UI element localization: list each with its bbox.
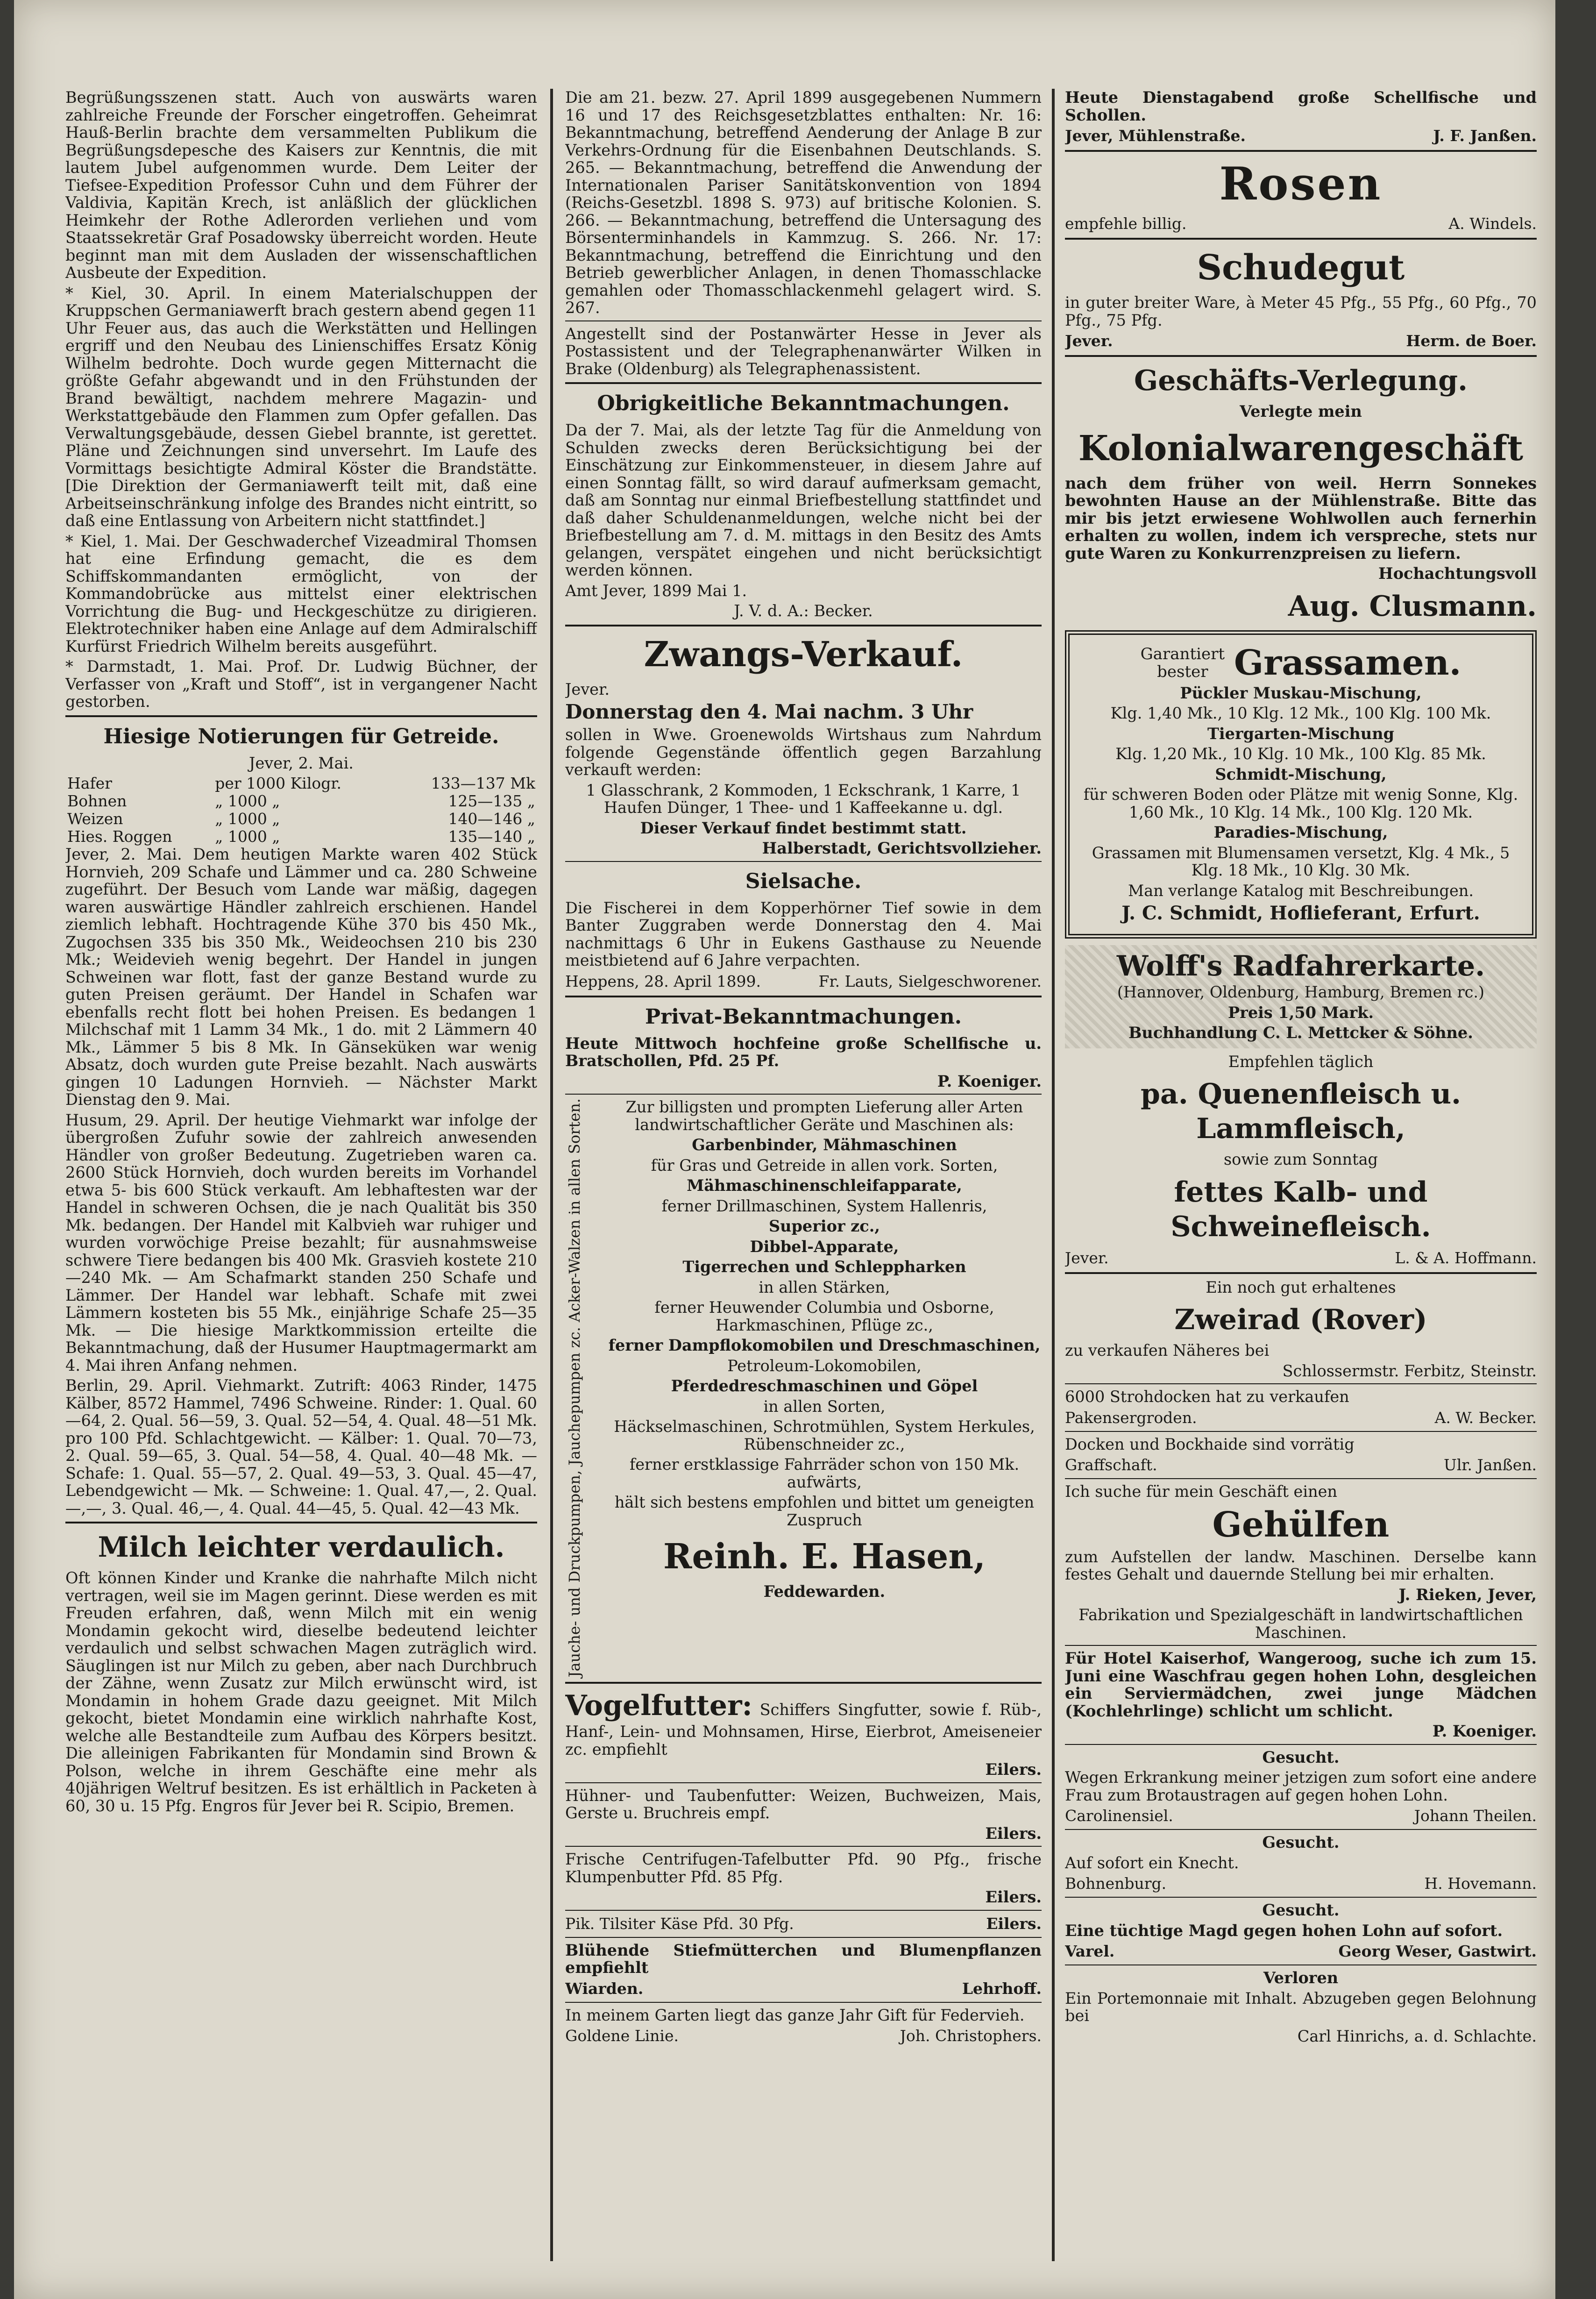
map-shop: Buchhandlung C. L. Mettcker & Söhne. [1128,1024,1473,1042]
column-divider [1052,89,1055,2261]
grass-pre [1141,645,1225,681]
divider [565,625,1042,626]
machinery-signature: Reinh. E. Hasen, [663,1537,986,1577]
signature-place: Wiarden. [565,1979,644,1998]
meat-title2: fettes Kalb- und Schweinefleisch. [1170,1175,1431,1243]
help-signature-sub: Fabrikation und Spezialgeschäft in landwirtschaftlichen Maschinen. [1078,1606,1523,1642]
table-cell: Bohnen [67,792,127,810]
signature-name: Georg Weser, Gastwirt. [1338,1942,1537,1960]
bike-pre: Ein noch gut erhaltenes [1206,1278,1396,1296]
mach-line: in allen Stärken, [759,1278,890,1296]
docks-text: Docken und Bockhaide sind vorrätig [1065,1435,1355,1453]
news-paragraph: Die am 21. bezw. 27. April 1899 ausgegebenen Nummern 16 und 17 des Reichsgesetzblattes enthalten: Nr. 16: Bekanntmachung, betreffend Aenderung der Anlage B zur Verkehrs-Ordnung für die Eisenbahnen Deutschlands. S. 265. — Bekanntmachung, betreffend die Anwendung der Internationalen Pariser Sanitätskonvention von 1894 (Reichs-Gesetzbl. 1898 S. 973) auf britische Kolonien. S. 266. — Bekanntmachung, betreffend die Untersagung des Börsenterminhandels in Kammzug. S. 266. Nr. 17: Bekanntmachung, betreffend die Einrichtung und den Betrieb gewerblicher Anlagen, in denen Thomasschlacke gemahlen oder Thomasschlackenmehl gelagert wird. S. 267. [565,89,1042,317]
news-paragraph: Jever, 2. Mai. Dem heutigen Markte waren 402 Stück Hornvieh, 209 Schafe und Lämmer und ca. 280 Schweine zugeführt. Der Besuch vom Lande war mäßig, dagegen waren auswärtige Händler zahlreich erschienen. Handel ziemlich lebhaft. Hochtragende Kühe 370 bis 450 Mk., Zugochsen 335 bis 350 Mk., Weideochsen 210 bis 230 Mk.; Weidevieh wenig begehrt. Der Handel in jungen Schweinen war flott, fast der ganze Bestand wurde zu guten Preisen geräumt. Der Handel in Schafen war ebenfalls recht flott bei hohen Preisen. Es bedangen 1 Milchschaf mit 1 Lamm 34 Mk., 1 do. mit 2 Lämmern 40 Mk., Lämmer 5 bis 8 Mk. In Gänseküken war wenig Absatz, doch wurden gute Preise bezahlt. Nach auswärts gingen 10 Ladungen Hornvieh. — Nächster Markt Dienstag den 9. Mai. [65,845,537,1109]
schude-text: in guter breiter Ware, à Meter 45 Pfg., 55 Pfg., 60 Pfg., 70 Pfg., 75 Pfg. [1065,293,1537,329]
signature-place: Bohnenburg. [1065,1874,1167,1893]
mach-line: hält sich bestens empfohlen und bittet um geneigten Zuspruch [614,1493,1035,1529]
mach-line: Superior zc., [768,1217,880,1235]
help-title: Gehülfen [1212,1504,1390,1545]
table-cell: Hafer [67,774,112,792]
mach-line: Häckselmaschinen, Schrotmühlen, System Herkules, Rübenschneider zc., [614,1417,1035,1453]
move-regards: Hochachtungsvoll [1378,564,1537,583]
divider [1065,238,1537,240]
cycling-map-ad [1065,945,1537,1048]
table-cell: 140—146 „ [448,810,535,828]
signature-name: Herm. de Boer. [1406,332,1537,350]
signature-row [1065,1249,1537,1267]
signature-name: J. F. Janßen. [1433,127,1537,145]
signature-row [1065,127,1537,145]
machinery-place: Feddewarden. [763,1582,886,1601]
signature-name: H. Hovemann. [1424,1874,1537,1893]
mach-line: Petroleum-Lokomobilen, [727,1356,922,1375]
signature-row [1065,214,1537,233]
siel-text: Die Fischerei in dem Kopperhörner Tief sowie in dem Banter Zuggraben werde Donnerstag den 4. Mai nachmittags 6 Uhr in Eukens Gasthause zu Neuende meistbietend auf 6 Jahre verpachten. [565,898,1042,969]
notice-signature: Amt Jever, 1899 Mai 1. [565,581,747,600]
divider [65,1522,537,1523]
machinery-body [607,1098,1042,1677]
cheese-signature: Eilers. [986,1914,1042,1933]
mach-line: ferner Drillmaschinen, System Hallenris, [661,1196,987,1215]
mach-line: in allen Sorten, [763,1397,886,1416]
mach-line: Dibbel-Apparate, [750,1237,899,1256]
notice-signature: J. V. d. A.: Becker. [734,602,873,620]
hen-text: Hühner- und Taubenfutter: Weizen, Buchweizen, Mais, Gerste u. Bruchreis empf. [565,1786,1042,1822]
grain-price-table [65,775,537,846]
poison-text: In meinem Garten liegt das ganze Jahr Gift für Federvieh. [565,2006,1025,2024]
sought-text: Wegen Erkrankung meiner jetzigen zum sofort eine andere Frau zum Brotaustragen auf gegen hohen Lohn. [1065,1768,1537,1804]
signature-row [565,972,1042,991]
divider [565,1094,1042,1095]
news-paragraph: Angestellt sind der Postanwärter Hesse in Jever als Postassistent und der Telegraphenanwärter Wilken in Brake (Oldenburg) als Telegraphenassistent. [565,324,1042,378]
fish-signature: P. Koeniger. [937,1072,1042,1090]
machinery-side-text: Jauche- und Druckpumpen, Jauchepumpen zc. Acker-Walzen in allen Sorten. [566,1098,583,1678]
fish2-text: Heute Dienstagabend große Schellfische und Schollen. [1065,89,1537,124]
signature-row [1065,332,1537,350]
auction-items: 1 Glasschrank, 2 Kommoden, 1 Eckschrank, 1 Karre, 1 Haufen Dünger, 1 Thee- und 1 Kaffeekanne u. dgl. [586,781,1021,817]
roses-signature: A. Windels. [1448,214,1537,233]
signature-place: Goldene Linie. [565,2027,679,2045]
grass-seed-ad [1065,630,1537,939]
grass-note: Man verlange Katalog mit Beschreibungen. [1128,881,1474,900]
map-title: Wolff's Radfahrerkarte. [1116,950,1485,982]
grass-mix-price: Grassamen mit Blumensamen versetzt, Klg. 4 Mk., 5 Klg. 18 Mk., 10 Klg. 30 Mk. [1092,843,1510,879]
table-row [65,792,537,810]
help-text: zum Aufstellen der landw. Maschinen. Derselbe kann festes Gehalt und dauernde Stellung bei mir erhalten. [1065,1547,1537,1583]
column-1 [65,89,537,1817]
help-signature: J. Rieken, Jever, [1398,1585,1537,1604]
grass-pre-line: Garantiert [1140,644,1225,663]
divider [1065,1829,1537,1830]
grass-mix-price: Klg. 1,20 Mk., 10 Klg. 10 Mk., 100 Klg. 85 Mk. [1115,745,1486,763]
signature-place: Pakensergroden. [1065,1408,1197,1427]
divider [565,1682,1042,1684]
signature-row [1065,1807,1537,1825]
mach-line: ferner Heuwender Columbia und Osborne, Harkmaschinen, Pflüge zc., [654,1298,994,1334]
grain-date: Jever, 2. Mai. [249,754,354,772]
move-title: Kolonialwarengeschäft [1078,428,1524,469]
grass-mix-name: Schmidt-Mischung, [1215,765,1387,783]
newspaper-page [14,0,1555,2299]
signature-row [1065,1409,1537,1427]
divider [565,382,1042,384]
signature-row [565,1915,1042,1933]
divider [1065,355,1537,357]
roses-text: empfehle billig. [1065,214,1187,233]
divider [1065,1744,1537,1745]
divider [65,715,537,717]
grass-mix-price: für schweren Boden oder Plätze mit wenig Sonne, Klg. 1,60 Mk., 10 Klg. 14 Mk., 100 Klg. 120 Mk. [1083,785,1518,821]
lost-text: Ein Portemonnaie mit Inhalt. Abzugeben gegen Belohnung bei [1065,1989,1537,2025]
table-cell: 135—140 „ [448,827,535,846]
signature-row [1065,1874,1537,1893]
signature-place: Carolinensiel. [1065,1807,1173,1825]
grass-mix-name: Paradies-Mischung, [1213,823,1388,841]
signature-place: Jever, Mühlenstraße. [1065,127,1246,145]
mach-line: ferner Dampflokomobilen und Dreschmaschinen, [608,1336,1041,1354]
schude-title: Schudegut [1197,248,1405,288]
column-divider [550,89,553,2261]
signature-place: Jever. [1065,1248,1109,1267]
signature-name: Lehrhoff. [962,1979,1042,1998]
divider [1065,1897,1537,1898]
hotel-text: Für Hotel Kaiserhof, Wangeroog, suche ich zum 15. Juni eine Waschfrau gegen hohen Lohn, desgleichen ein Serviermädchen, zwei junge Mädchen (Kochlehrlinge) schlicht um schlicht. [1065,1649,1537,1720]
butter-text: Frische Centrifugen-Tafelbutter Pfd. 90 Pfg., frische Klumpenbutter Pfd. 85 Pfg. [565,1850,1042,1886]
signature-name: L. & A. Hoffmann. [1395,1248,1537,1267]
sought-heading: Gesucht. [1262,1901,1340,1919]
bike-title: Zweirad (Rover) [1174,1303,1427,1336]
auction-note: Dieser Verkauf findet bestimmt statt. [640,819,967,837]
table-cell: „ 1000 „ [215,810,280,828]
grass-pre-line: bester [1157,662,1208,681]
table-cell: Weizen [67,810,123,828]
meat-mid: sowie zum Sonntag [1223,1150,1378,1168]
sought-heading: Gesucht. [1262,1833,1340,1851]
divider [565,320,1042,321]
signature-row [565,1979,1042,1998]
signature-name: Ulr. Janßen. [1444,1456,1537,1474]
mach-line: für Gras und Getreide in allen vork. Sorten, [651,1156,998,1174]
lost-signature: Carl Hinrichs, a. d. Schlachte. [1297,2027,1537,2045]
sought-text: Eine tüchtige Magd gegen hohen Lohn auf sofort. [1065,1921,1503,1940]
signature-place: Heppens, 28. April 1899. [565,972,761,990]
divider [565,861,1042,862]
grass-mix-price: Klg. 1,40 Mk., 10 Klg. 12 Mk., 100 Klg. 100 Mk. [1110,704,1491,722]
notice-text: Da der 7. Mai, als der letzte Tag für die Anmeldung von Schulden zwecks deren Berücksichtigung bei der Einschätzung zur Einkommensteuer, in diesem Jahre auf einen Sonntag fällt, so wird darauf aufmerksam gemacht, daß am Sonntag nur einmal Briefbestellung stattfindet und daß daher Schuldenanmeldungen, welche nicht bei der Briefbestellung am 7. d. M. mittags in den Besitz des Amts gelangen, verspätet eingehen und nicht berücksichtigt werden können. [565,421,1042,579]
news-paragraph: * Kiel, 1. Mai. Der Geschwaderchef Vizeadmiral Thomsen hat eine Erfindung gemacht, die es dem Schiffskommandanten ermöglicht, von der Kommandobrücke aus mittelst einer elektrischen Vorrichtung die Bug- und Heckgeschütze zu dirigieren. Elektrotechniker haben eine Anlage auf dem Admiralschiff Kurfürst Friedrich Wilhelm bereits ausgeführt. [65,532,537,655]
bike-text: zu verkaufen Näheres bei [1065,1341,1270,1359]
column-2 [565,89,1042,2048]
divider [1065,1272,1537,1274]
table-row [65,828,537,846]
move-signature: Aug. Clusmann. [1288,590,1537,623]
table-row [65,775,537,792]
signature-name: Johann Theilen. [1414,1807,1537,1825]
sought-heading: Gesucht. [1262,1748,1340,1766]
roses-title: Rosen [1219,157,1383,210]
hen-signature: Eilers. [985,1824,1042,1843]
cheese-text: Pik. Tilsiter Käse Pfd. 30 Pfg. [565,1914,794,1933]
bike-signature: Schlossermstr. Ferbitz, Steinstr. [1282,1361,1537,1380]
grass-mix-name: Pückler Muskau-Mischung, [1180,683,1422,702]
divider [1065,1964,1537,1965]
divider [565,996,1042,997]
signature-row [1065,1942,1537,1961]
mach-line: Garbenbinder, Mähmaschinen [692,1136,957,1154]
divider [565,1910,1042,1911]
milk-heading: Milch leichter verdaulich. [98,1531,505,1564]
auction-heading: Zwangs-Verkauf. [644,634,963,675]
signature-place: Graffschaft. [1065,1456,1157,1474]
divider [1065,1478,1537,1479]
siel-heading: Sielsache. [745,869,862,893]
hotel-signature: P. Koeniger. [1432,1722,1537,1740]
help-pre: Ich suche für mein Geschäft einen [1065,1482,1338,1501]
grass-mix-name: Tiergarten-Mischung [1207,724,1394,743]
grain-heading: Hiesige Notierungen für Getreide. [103,724,499,748]
lost-heading: Verloren [1263,1969,1339,1987]
mach-line: ferner erstklassige Fahrräder schon von 150 Mk. aufwärts, [629,1455,1020,1491]
butter-signature: Eilers. [985,1888,1042,1907]
straw-text: 6000 Strohdocken hat zu verkaufen [1065,1388,1349,1406]
move-sub: Verlegte mein [1240,402,1362,420]
divider [1065,150,1537,152]
mach-line: Mähmaschinenschleifapparate, [687,1176,962,1195]
table-cell: 125—135 „ [448,792,535,810]
grass-signature: J. C. Schmidt, Hoflieferant, Erfurt. [1121,902,1480,924]
divider [1065,1383,1537,1384]
mach-line: Tigerrechen und Schleppharken [682,1258,966,1276]
official-heading: Obrigkeitliche Bekanntmachungen. [597,391,1010,415]
auction-place: Jever. [565,680,610,698]
fish-ad: Heute Mittwoch hochfeine große Schellfische u. Bratschollen, Pfd. 25 Pf. [565,1034,1042,1070]
divider [565,2002,1042,2003]
table-cell: 133—137 Mk [431,774,535,792]
table-cell: per 1000 Kilogr. [215,774,342,792]
news-paragraph: Berlin, 29. April. Viehmarkt. Zutrift: 4063 Rinder, 1475 Kälber, 8572 Hammel, 7496 Schweine. Rinder: 1. Qual. 60—64, 2. Qual. 56—59, 3. Qual. 52—54, 4. Qual. 48—51 Mk. pro 100 Pfd. Schlachtgewicht. — Kälber: 1. Qual. 70—73, 2. Qual. 59—65, 3. Qual. 54—58, 4. Qual. 40—48 Mk. — Schafe: 1. Qual. 55—57, 2. Qual. 49—53, 3. Qual. 45—47, Lebendgewicht — Mk. — Schweine: 1. Qual. 47,—, 2. Qual. —,—, 3. Qual. 46,—, 4. Qual. 44—45, 5. Qual. 42—43 Mk. [65,1376,537,1517]
signature-name: Joh. Christophers. [900,2027,1042,2045]
news-paragraph: * Darmstadt, 1. Mai. Prof. Dr. Ludwig Büchner, der Verfasser von „Kraft und Stoff“, ist in vergangener Nacht gestorben. [65,657,537,711]
divider [565,1937,1042,1938]
flower-text: Blühende Stiefmütterchen und Blumenpflanzen empfiehlt [565,1941,1042,1977]
news-paragraph: * Kiel, 30. April. In einem Materialschuppen der Kruppschen Germaniawerft brach gestern abend gegen 11 Uhr Feuer aus, das auch die Werkstätten und Hellingen ergriff und den Neubau des Linienschiffes Ersatz König Wilhelm bedrohte. Doch wurde gegen Mitternacht die größte Gefahr abgewandt und in den Frühstunden der Brand bewältigt, nachdem mehrere Magazin- und Werkstattgebäude den Flammen zum Opfer gefallen. Das Verwaltungsgebäude, dessen Giebel brannte, ist gerettet. Pläne und Zeichnungen sind unversehrt. Im Laufe des Vormittags besichtigte Admiral Köster die Brandstätte. [Die Direktion der Germaniawerft teilt mit, daß eine Arbeitseinschränkung infolge des Brandes nicht eintritt, so daß eine Entlassung von Arbeitern nicht stattfindet.] [65,284,537,530]
divider [1065,1645,1537,1646]
signature-name: Fr. Lauts, Sielgeschworener. [818,972,1042,990]
bird-signature: Eilers. [985,1760,1042,1779]
grass-header [1079,641,1523,684]
auction-text: sollen in Wwe. Groenewolds Wirtshaus zum Nahrdum folgende Gegenstände öffentlich gegen Barzahlung verkauft werden: [565,726,1042,779]
mach-line: Zur billigsten und prompten Lieferung aller Arten landwirtschaftlicher Geräte und Maschinen als: [625,1098,1023,1134]
bird-title: Vogelfutter: [565,1689,752,1722]
meat-title: pa. Quenenfleisch u. Lammfleisch, [1140,1078,1461,1145]
table-cell: „ 1000 „ [215,827,280,846]
news-paragraph: Begrüßungsszenen statt. Auch von auswärts waren zahlreiche Freunde der Forscher eingetroffen. Geheimrat Hauß-Berlin brachte dem versammelten Publikum die Begrüßungsdepesche des Kaisers zur Kenntnis, die mit lautem Jubel aufgenommen wurde. Dem Leiter der Tiefsee-Expedition Professor Cuhn und dem Führer der Valdivia, Kapitän Krech, ist anläßlich der glücklichen Heimkehr der Rothe Adlerorden verliehen und vom Staatssekretär Graf Posadowsky überreicht worden. Heute beginnt man mit dem Ausladen der wissenschaftlichen Ausbeute der Expedition. [65,89,537,282]
divider [565,1846,1042,1847]
grass-title: Grassamen. [1234,642,1461,683]
bird-text: Schiffers Singfutter, sowie f. Rüb-, Hanf-, Lein- und Mohnsamen, Hirse, Eierbrot, Ameiseneier zc. empfiehlt [565,1701,1042,1758]
news-paragraph: Oft können Kinder und Kranke die nahrhafte Milch nicht vertragen, weil sie im Magen gerinnt. Diese werden es mit Freuden erfahren, daß, wenn Milch mit ein wenig Mondamin gekocht wird, dieselbe bedeutend leichter verdaulich und selbst schwachen Magen zuträglich wird. Säuglingen ist nur Milch zu geben, aber nach Durchbruch der Zähne, wenn Zusatz zur Milch erwünscht wird, ist Mondamin in hohem Grade dazu geeignet. Mit Milch gekocht, bietet Mondamin eine wirklich nahrhafte Kost, welche alle Bestandteile zum Aufbau des Körpers besitzt. Die alleinigen Fabrikanten für Mondamin sind Brown & Polson, welche in ihrem Geschäfte eine mehr als 40jährigen Weltruf besitzen. Es ist erhältlich in Packeten à 60, 30 u. 15 Pfg. Engros für Jever bei R. Scipio, Bremen. [65,1569,537,1815]
map-price: Preis 1,50 Mark. [1228,1003,1374,1022]
mach-line: Pferdedreschmaschinen und Göpel [671,1377,978,1395]
divider [1065,1431,1537,1432]
map-sub: (Hannover, Oldenburg, Hamburg, Bremen rc.) [1117,983,1485,1001]
meat-pre: Empfehlen täglich [1228,1052,1374,1071]
divider [565,1782,1042,1783]
news-paragraph: Husum, 29. April. Der heutige Viehmarkt war infolge der übergroßen Zufuhr sowie der zahlreich anwesenden Händler von großer Bedeutung. Zugetrieben waren ca. 2600 Stück Hornvieh, doch wurden bereits im Vorhandel etwa 5- bis 600 Stück verkauft. Am lebhaftesten war der Handel in schweren Ochsen, die je nach Qualität bis 350 Mk. bedangen. Der Handel mit Kalbvieh war ruhiger und wurden vorwöchige Preise bezahlt; für ausnahmsweise schwere Tiere bedangen bis 400 Mk. Grasvieh kostete 210—240 Mk. — Am Schafmarkt standen 250 Schafe und Lämmer. Der Handel war lebhaft. Schafe mit zwei Lämmern kosteten bis 55 Mk., einjährige Schafe 25—35 Mk. — Die hiesige Marktkommission erteilte die Bekanntmachung, daß der Husumer Hauptmagermarkt am 4. Mai ihren Anfang nehmen. [65,1110,537,1374]
machinery-ad [565,1098,1042,1677]
sought-text: Auf sofort ein Knecht. [1065,1853,1239,1872]
column-3 [1065,89,1537,2048]
signature-row [565,2027,1042,2045]
signature-name: A. W. Becker. [1434,1408,1537,1427]
private-heading: Privat-Bekanntmachungen. [645,1004,962,1029]
table-row [65,810,537,828]
signature-place: Jever. [1065,332,1113,350]
auction-signature: Halberstadt, Gerichtsvollzieher. [762,839,1042,857]
auction-date: Donnerstag den 4. Mai nachm. 3 Uhr [565,700,973,723]
table-cell: Hies. Roggen [67,827,172,846]
move-heading: Geschäfts-Verlegung. [1134,364,1468,397]
move-text: nach dem früher von weil. Herrn Sonnekes bewohnten Hause an der Mühlenstraße. Bitte das mir bis jetzt erwiesene Wohlwollen auch fernerhin erhalten zu wollen, indem ich verspreche, stets nur gute Waren zu Konkurrenzpreisen zu liefern. [1065,474,1537,562]
signature-place: Varel. [1065,1942,1115,1960]
signature-row [1065,1456,1537,1474]
table-cell: „ 1000 „ [215,792,280,810]
